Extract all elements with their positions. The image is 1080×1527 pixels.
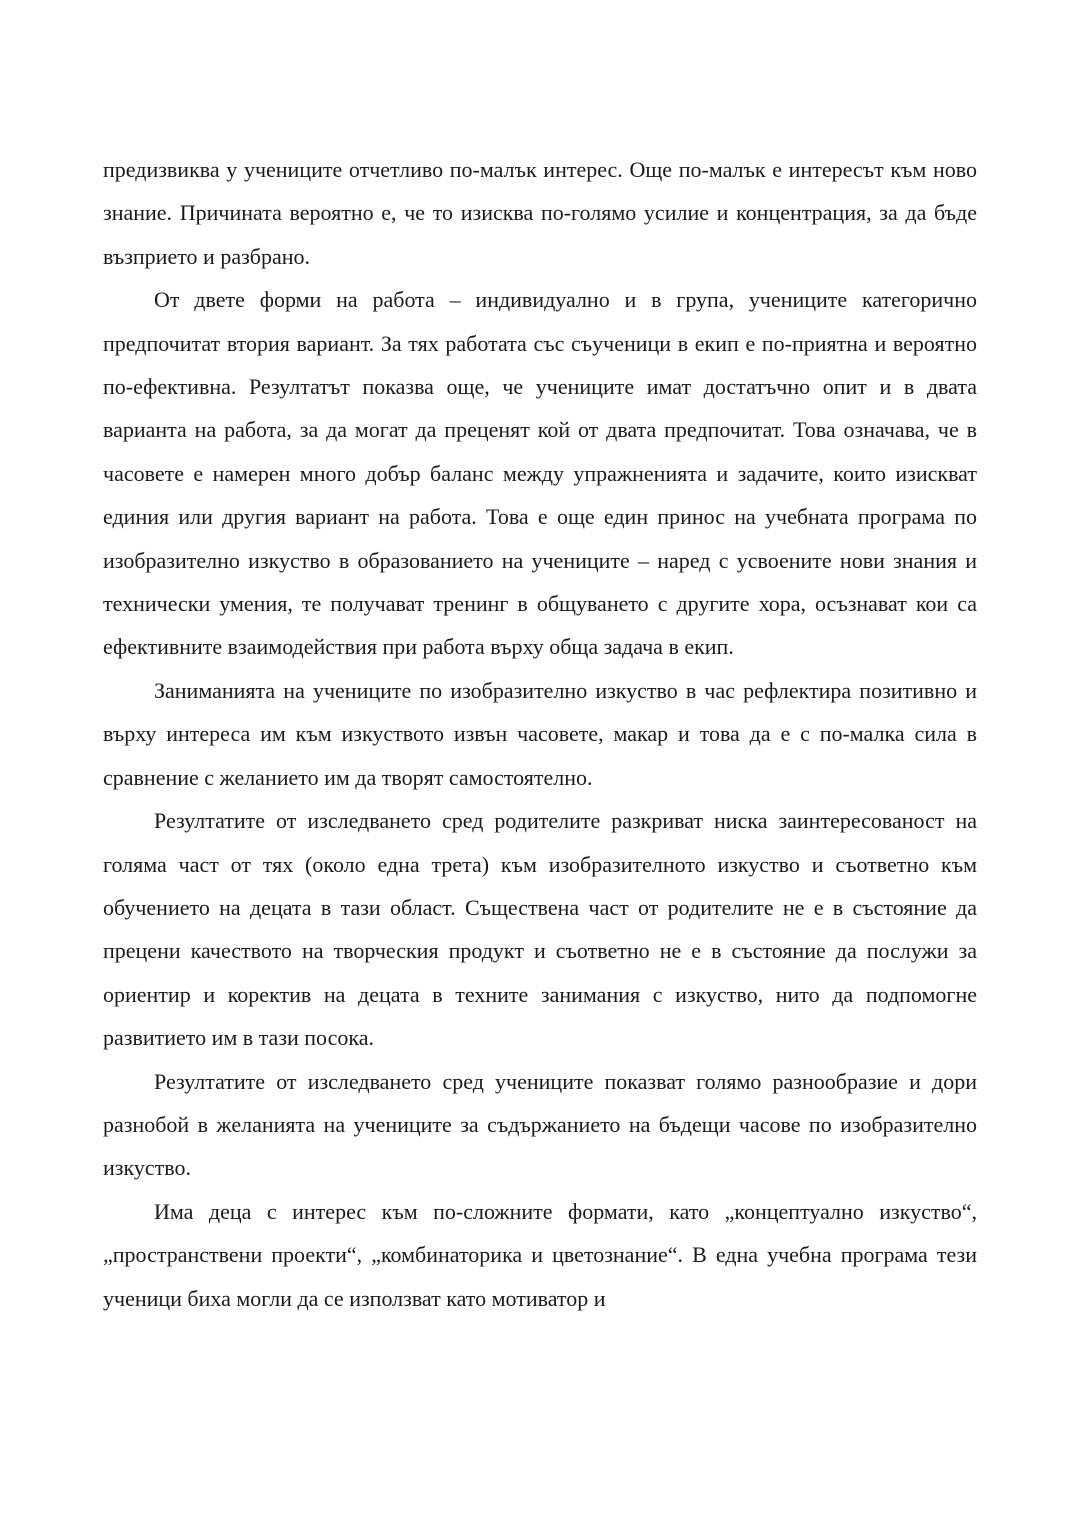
paragraph-2: От двете форми на работа – индивидуално и в група, учениците категорично предпочитат втория вариант. За тях работата със съученици в екип е по-приятна и вероятно по-ефективна. Резултатът показва още, че учениците имат достатъчно опит и в двата варианта на работа, за да могат да преценят кой от двата предпочитат. Това означава, че в часовете е намерен много добър баланс между упражненията и задачите, които изискват единия или другия вариант на работа. Това е още един принос на учебната програма по изобразително изкуство в образованието на учениците – наред с усвоените нови знания и технически умения, те получават тренинг в общуването с другите хора, осъзнават кои са ефективните взаимодействия при работа върху обща задача в екип.: [103, 287, 977, 660]
paragraph-1: предизвиква у учениците отчетливо по-малък интерес. Още по-малък е интересът към ново знание. Причината вероятно е, че то изисква по-голямо усилие и концентрация, за да бъде възприето и разбрано.: [103, 157, 977, 269]
paragraph-3: Заниманията на учениците по изобразително изкуство в час рефлектира позитивно и върху интереса им към изкуството извън часовете, макар и това да е с по-малка сила в сравнение с желанието им да творят самостоятелно.: [103, 677, 977, 790]
document-page: [103, 148, 977, 1320]
paragraph-5: Резултатите от изследването сред учениците показват голямо разнообразие и дори разнобой в желанията на учениците за съдържанието на бъдещи часове по изобразително изкуство.: [103, 1068, 977, 1181]
paragraph-6: Има деца с интерес към по-сложните формати, като „концептуално изкуство“, „пространствени проекти“, „комбинаторика и цветознание“. В една учебна програма тези ученици биха могли да се използват като мотиватор и: [103, 1198, 977, 1311]
paragraph-4: Резултатите от изследването сред родителите разкриват ниска заинтересованост на голяма част от тях (около една трета) към изобразителното изкуство и съответно към обучението на децата в тази област. Съществена част от родителите не е в състояние да прецени качеството на творческия продукт и съответно не е в състояние да послужи за ориентир и коректив на децата в техните занимания с изкуство, нито да подпомогне развитието им в тази посока.: [103, 808, 977, 1051]
